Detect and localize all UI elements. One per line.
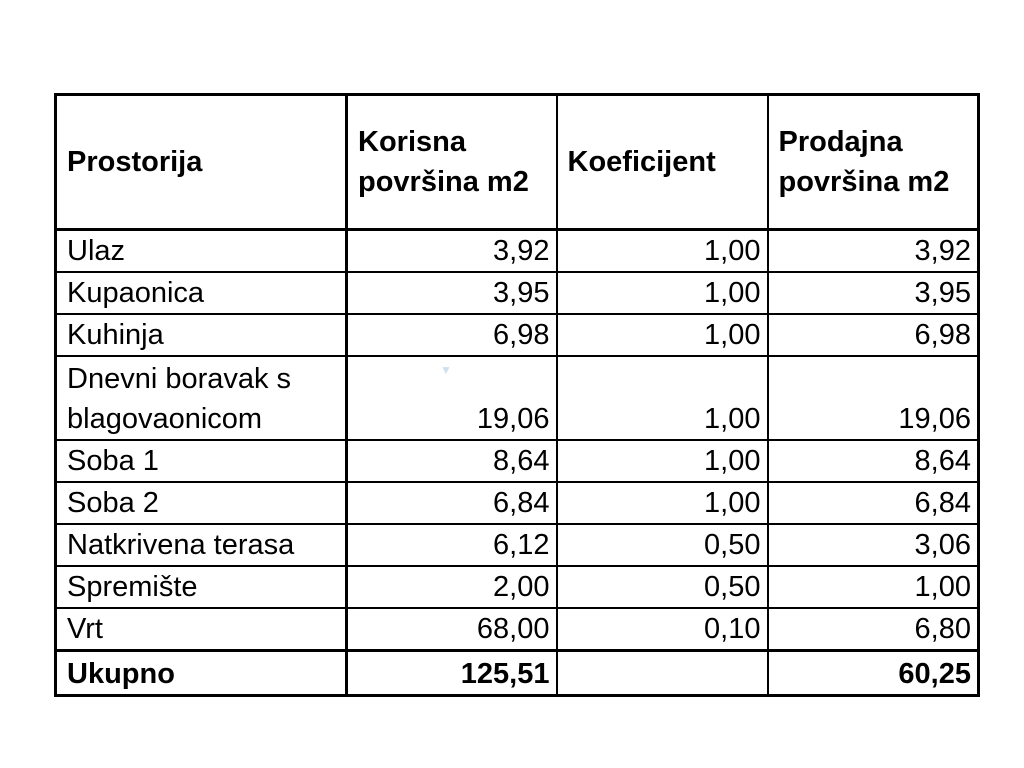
table-row [56, 356, 979, 440]
cell-room: Soba 2 [56, 482, 347, 524]
table-row [56, 482, 979, 524]
cell-coefficient: 1,00 [557, 440, 768, 482]
cell-sale-area: 3,95 [768, 272, 979, 314]
cell-usable-area: 19,06 [347, 356, 557, 440]
cell-usable-area: 6,98 [347, 314, 557, 356]
cell-coefficient: 1,00 [557, 482, 768, 524]
cell-coefficient: 1,00 [557, 230, 768, 273]
area-table-sheet [54, 93, 977, 697]
cell-coefficient: 0,10 [557, 608, 768, 651]
total-row [56, 651, 979, 696]
cell-sale-area: 8,64 [768, 440, 979, 482]
cell-usable-area: 2,00 [347, 566, 557, 608]
cell-coefficient: 0,50 [557, 524, 768, 566]
cell-usable-area: 6,12 [347, 524, 557, 566]
total-sale-area: 60,25 [768, 651, 979, 696]
table-row [56, 314, 979, 356]
total-label: Ukupno [56, 651, 347, 696]
cell-room: Spremište [56, 566, 347, 608]
cell-sale-area: 3,92 [768, 230, 979, 273]
header-sale-area: Prodajna površina m2 [768, 95, 979, 230]
cell-sale-area: 6,80 [768, 608, 979, 651]
cell-room: Dnevni boravak s blagovaonicom [56, 356, 347, 440]
cell-usable-area: 68,00 [347, 608, 557, 651]
table-row [56, 272, 979, 314]
cell-sale-area: 19,06 [768, 356, 979, 440]
cell-room: Natkrivena terasa [56, 524, 347, 566]
table-row [56, 440, 979, 482]
total-usable-area: 125,51 [347, 651, 557, 696]
area-table [54, 93, 980, 697]
total-coefficient [557, 651, 768, 696]
cell-room: Vrt [56, 608, 347, 651]
cell-usable-area: 3,95 [347, 272, 557, 314]
chevron-down-icon: ▼ [440, 363, 452, 377]
table-row [56, 566, 979, 608]
header-coefficient: Koeficijent [557, 95, 768, 230]
cell-sale-area: 6,98 [768, 314, 979, 356]
cell-room: Kuhinja [56, 314, 347, 356]
cell-usable-area: 8,64 [347, 440, 557, 482]
header-usable-area: Korisna površina m2 [347, 95, 557, 230]
cell-usable-area: 6,84 [347, 482, 557, 524]
cell-usable-area: 3,92 [347, 230, 557, 273]
table-row [56, 230, 979, 273]
cell-room: Soba 1 [56, 440, 347, 482]
table-row [56, 524, 979, 566]
table-row [56, 608, 979, 651]
cell-coefficient: 0,50 [557, 566, 768, 608]
cell-coefficient: 1,00 [557, 272, 768, 314]
cell-coefficient: 1,00 [557, 356, 768, 440]
cell-room: Kupaonica [56, 272, 347, 314]
table-header-row [56, 95, 979, 230]
cell-sale-area: 3,06 [768, 524, 979, 566]
header-room: Prostorija [56, 95, 347, 230]
cell-sale-area: 1,00 [768, 566, 979, 608]
cell-room: Ulaz [56, 230, 347, 273]
cell-coefficient: 1,00 [557, 314, 768, 356]
cell-sale-area: 6,84 [768, 482, 979, 524]
